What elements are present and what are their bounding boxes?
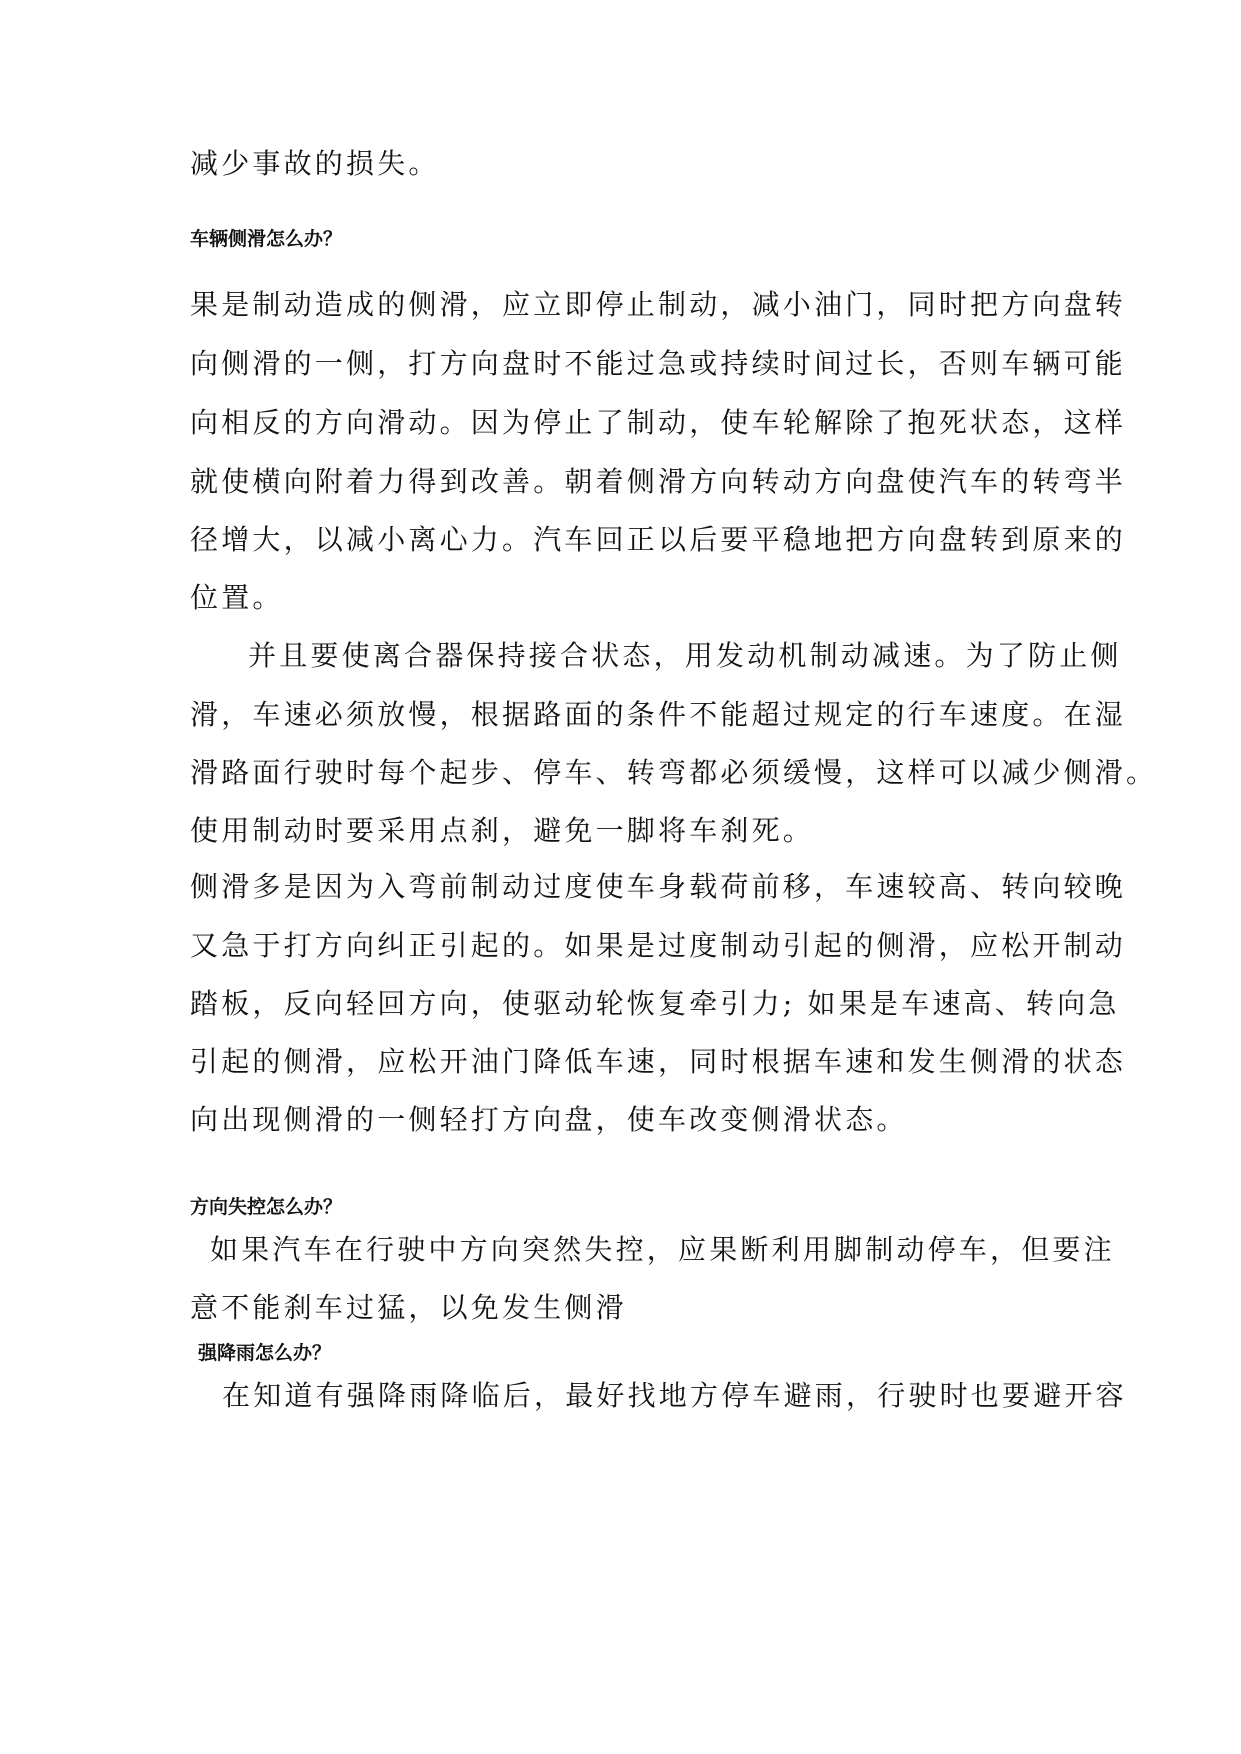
paragraph-line: 径增大，以减小离心力。汽车回正以后要平稳地把方向盘转到原来的 (190, 523, 1127, 556)
paragraph-line: 意不能刹车过猛，以免发生侧滑 (190, 1291, 627, 1324)
intro-line: 减少事故的损失。 (190, 147, 440, 180)
paragraph-line: 滑路面行驶时每个起步、停车、转弯都必须缓慢，这样可以减少侧滑。 (190, 756, 1158, 789)
section-heading-steering-failure: 方向失控怎么办？ (190, 1196, 343, 1218)
section-heading-skid: 车辆侧滑怎么办？ (190, 228, 343, 250)
paragraph-line: 在知道有强降雨降临后，最好找地方停车避雨，行驶时也要避开容 (222, 1379, 1127, 1412)
paragraph-line: 使用制动时要采用点刹，避免一脚将车刹死。 (190, 814, 815, 847)
paragraph-line: 向相反的方向滑动。因为停止了制动，使车轮解除了抱死状态，这样 (190, 406, 1127, 439)
paragraph-line: 滑，车速必须放慢，根据路面的条件不能超过规定的行车速度。在湿 (190, 698, 1127, 731)
paragraph-line: 引起的侧滑，应松开油门降低车速，同时根据车速和发生侧滑的状态 (190, 1045, 1127, 1078)
paragraph-line: 向出现侧滑的一侧轻打方向盘，使车改变侧滑状态。 (190, 1103, 908, 1136)
paragraph-line: 果是制动造成的侧滑，应立即停止制动，减小油门，同时把方向盘转 (190, 288, 1127, 321)
paragraph-line: 又急于打方向纠正引起的。如果是过度制动引起的侧滑，应松开制动 (190, 929, 1127, 962)
section-heading-heavy-rain: 强降雨怎么办？ (198, 1342, 332, 1364)
paragraph-line: 侧滑多是因为入弯前制动过度使车身载荷前移，车速较高、转向较晚 (190, 870, 1127, 903)
paragraph-line: 踏板，反向轻回方向，使驱动轮恢复牵引力; 如果是车速高、转向急 (190, 987, 1120, 1020)
paragraph-line: 向侧滑的一侧，打方向盘时不能过急或持续时间过长，否则车辆可能 (190, 347, 1127, 380)
paragraph-line: 位置。 (190, 581, 284, 614)
paragraph-line: 就使横向附着力得到改善。朝着侧滑方向转动方向盘使汽车的转弯半 (190, 465, 1127, 498)
paragraph-line: 并且要使离合器保持接合状态，用发动机制动减速。为了防止侧 (248, 639, 1122, 672)
paragraph-line: 如果汽车在行驶中方向突然失控，应果断利用脚制动停车，但要注 (210, 1233, 1115, 1266)
